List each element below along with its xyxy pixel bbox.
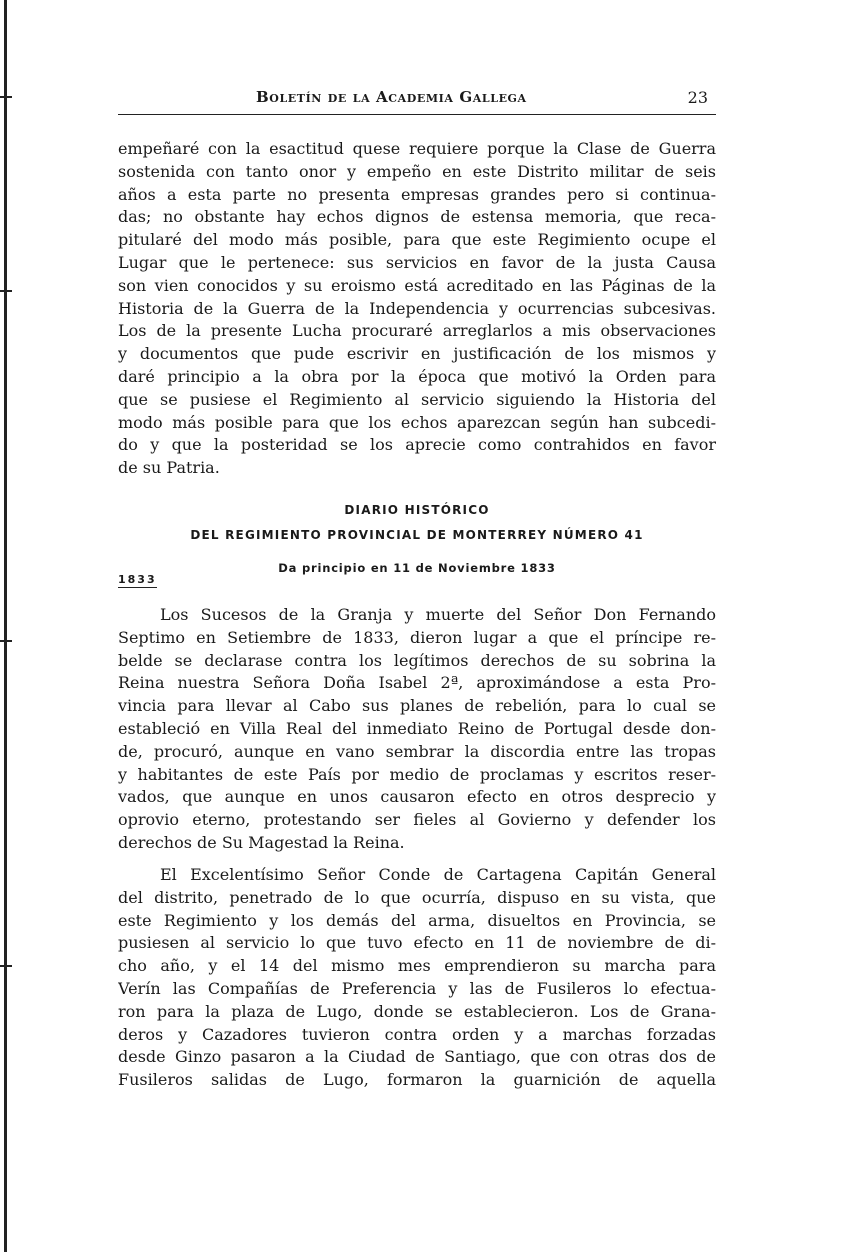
text-line: Verín las Compañías de Preferencia y las de Fusileros lo efectua- bbox=[118, 978, 716, 998]
running-title: Boletín de la Academia Gallega bbox=[256, 88, 527, 106]
text-line: de su Patria. bbox=[118, 458, 220, 478]
section-subtitle: Da principio en 11 de Noviembre 1833 bbox=[278, 561, 556, 575]
binding-mark bbox=[0, 965, 12, 967]
text-line: Los de la presente Lucha procuraré arreglarlos a mis observaciones bbox=[118, 321, 716, 341]
text-line: Los Sucesos de la Granja y muerte del Señor Don Fernando bbox=[160, 605, 716, 624]
text-line: años a esta parte no presenta empresas grandes pero si continua- bbox=[118, 184, 716, 204]
section-title-regiment: DEL REGIMIENTO PROVINCIAL DE MONTERREY NÚMERO 41 bbox=[190, 528, 644, 542]
paragraph-2 bbox=[118, 864, 716, 1092]
text-line: modo más posible para que los echos aparezcan según han subcedi- bbox=[118, 412, 716, 432]
text-line: Reina nuestra Señora Doña Isabel 2ª, aproximándose a esta Pro- bbox=[118, 673, 716, 693]
text-line: daré principio a la obra por la época que motivó la Orden para bbox=[118, 366, 716, 386]
text-line: deros y Cazadores tuvieron contra orden y a marchas forzadas bbox=[118, 1024, 716, 1044]
text-line: del distrito, penetrado de lo que ocurría, dispuso en su vista, que bbox=[118, 887, 716, 907]
text-line: este Regimiento y los demás del arma, disueltos en Provincia, se bbox=[118, 910, 716, 930]
text-line: vincia para llevar al Cabo sus planes de rebelión, para lo cual se bbox=[118, 696, 716, 716]
text-line: Septimo en Setiembre de 1833, dieron lugar a que el príncipe re- bbox=[118, 627, 716, 647]
text-line: Lugar que le pertenece: sus servicios en favor de la justa Causa bbox=[118, 252, 716, 272]
text-line: sostenida con tanto onor y empeño en este Distrito militar de seis bbox=[118, 161, 716, 181]
text-line: ron para la plaza de Lugo, donde se establecieron. Los de Grana- bbox=[118, 1001, 716, 1021]
text-line: son vien conocidos y su eroismo está acreditado en las Páginas de la bbox=[118, 275, 716, 295]
text-line: empeñaré con la esactitud quese requiere porque la Clase de Guerra bbox=[118, 139, 716, 158]
text-line: cho año, y el 14 del mismo mes emprendieron su marcha para bbox=[118, 956, 716, 976]
section-title: DIARIO HISTÓRICO bbox=[344, 503, 490, 517]
text-line: belde se declarase contra los legítimos derechos de su sobrina la bbox=[118, 650, 716, 670]
binding-mark bbox=[0, 290, 12, 292]
text-line: do y que la posteridad se los aprecie como contrahidos en favor bbox=[118, 435, 716, 455]
page-header bbox=[118, 88, 716, 115]
text-line: das; no obstante hay echos dignos de estensa memoria, que reca- bbox=[118, 207, 716, 227]
text-line: pitularé del modo más posible, para que este Regimiento ocupe el bbox=[118, 230, 716, 250]
text-line: y documentos que pude escrivir en justificación de los mismos y bbox=[118, 344, 716, 364]
text-line: que se pusiese el Regimiento al servicio siguiendo la Historia del bbox=[118, 389, 716, 409]
text-line: y habitantes de este País por medio de proclamas y escritos reser- bbox=[118, 764, 716, 784]
text-line: desde Ginzo pasaron a la Ciudad de Santiago, que con otras dos de bbox=[118, 1047, 716, 1067]
text-line: derechos de Su Magestad la Reina. bbox=[118, 832, 405, 852]
text-line: vados, que aunque en unos causaron efecto en otros desprecio y bbox=[118, 787, 716, 807]
binding-mark bbox=[0, 96, 12, 98]
text-line: El Excelentísimo Señor Conde de Cartagena Capitán General bbox=[160, 865, 716, 884]
year-label: 1833 bbox=[118, 573, 157, 586]
text-line: Fusileros salidas de Lugo, formaron la guarnición de aquella bbox=[118, 1070, 716, 1090]
intro-paragraph bbox=[118, 138, 716, 480]
page-number: 23 bbox=[687, 88, 708, 107]
text-line: de, procuró, aunque en vano sembrar la discordia entre las tropas bbox=[118, 741, 716, 761]
text-line: estableció en Villa Real del inmediato Reino de Portugal desde don- bbox=[118, 718, 716, 738]
text-line: pusiesen al servicio lo que tuvo efecto en 11 de noviembre de di- bbox=[118, 933, 716, 953]
text-line: Historia de la Guerra de la Independencia y ocurrencias subcesivas. bbox=[118, 298, 716, 318]
text-line: oprovio eterno, protestando ser fieles al Govierno y defender los bbox=[118, 810, 716, 830]
paragraph-1 bbox=[118, 604, 716, 855]
binding-mark bbox=[0, 640, 12, 642]
page-binding-edge bbox=[0, 0, 14, 1252]
